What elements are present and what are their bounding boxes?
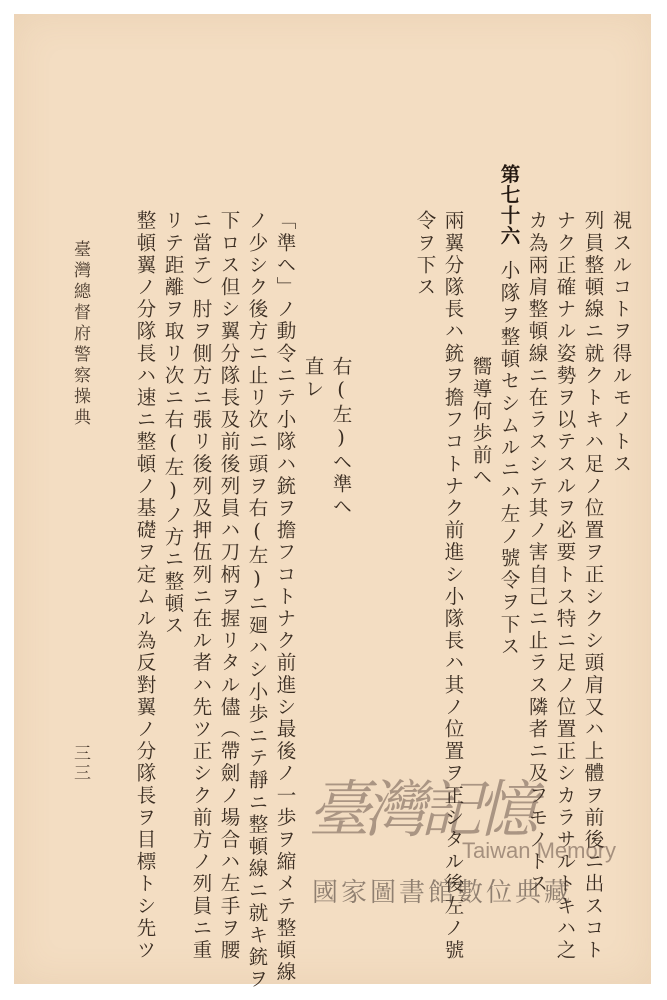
text-column-6: 嚮導何歩前ヘ <box>469 356 493 489</box>
text-column-11: 「準ヘ」ノ動令ニテ小隊ハ銃ヲ擔フコトナク前進シ最後ノ一歩ヲ縮メテ整頓線 <box>273 210 297 984</box>
text-column-10: 直レ <box>301 356 325 401</box>
text-column-12: ノ少シク後方ニ止リ次ニ頭ヲ右(左)ニ廻ハシ小歩ニテ靜ニ整頓線ニ就キ銃ヲ <box>245 210 269 991</box>
text-column-3: ナク正確ナル姿勢ヲ以テスルヲ必要トス特ニ足ノ位置正シカラサルトキハ之 <box>553 210 577 962</box>
text-column-4: カ為兩肩整頓線ニ在ラスシテ其ノ害自己ニ止ラス隣者ニ及フモノトス <box>525 210 549 896</box>
text-column-5: 小隊ヲ整頓セシムルニハ左ノ號令ヲ下ス <box>497 260 521 658</box>
text-column-16: 整頓翼ノ分隊長ハ速ニ整頓ノ基礎ヲ定ムル為反對翼ノ分隊長ヲ目標トシ先ツ <box>133 210 157 962</box>
text-column-15: リテ距離ヲ取リ次ニ右(左)ノ方ニ整頓ス <box>161 210 185 637</box>
text-column-9: 右(左)ヘ準ヘ <box>329 356 353 518</box>
watermark-org: 國家圖書館數位典藏 <box>312 878 574 908</box>
text-column-8: 令ヲ下ス <box>413 210 437 299</box>
running-title: 臺灣總督府警察操典 <box>70 240 90 429</box>
text-column-13: 下ロス但シ翼分隊長及前後列員ハ刀柄ヲ握リタル儘（帶劍ノ場合ハ左手ヲ腰 <box>217 210 241 962</box>
section-heading: 第七十六 <box>497 164 521 246</box>
watermark-logo: 臺灣記憶 <box>308 773 533 846</box>
text-column-7: 兩翼分隊長ハ銃ヲ擔フコトナク前進シ小隊長ハ其ノ位置ヲ正シタル後左ノ號 <box>441 210 465 962</box>
text-column-2: 列員整頓線ニ就クトキハ足ノ位置ヲ正シクシ頭肩又ハ上體ヲ前後ニ出スコト <box>581 210 605 962</box>
text-column-14: ニ當テ）肘ヲ側方ニ張リ後列及押伍列ニ在ル者ハ先ツ正シク前方ノ列員ニ重 <box>189 210 213 962</box>
text-column-1: 視スルコトヲ得ルモノトス <box>609 210 633 476</box>
page-number: 三三 <box>70 744 90 784</box>
watermark-english: Taiwan Memory <box>462 838 617 863</box>
